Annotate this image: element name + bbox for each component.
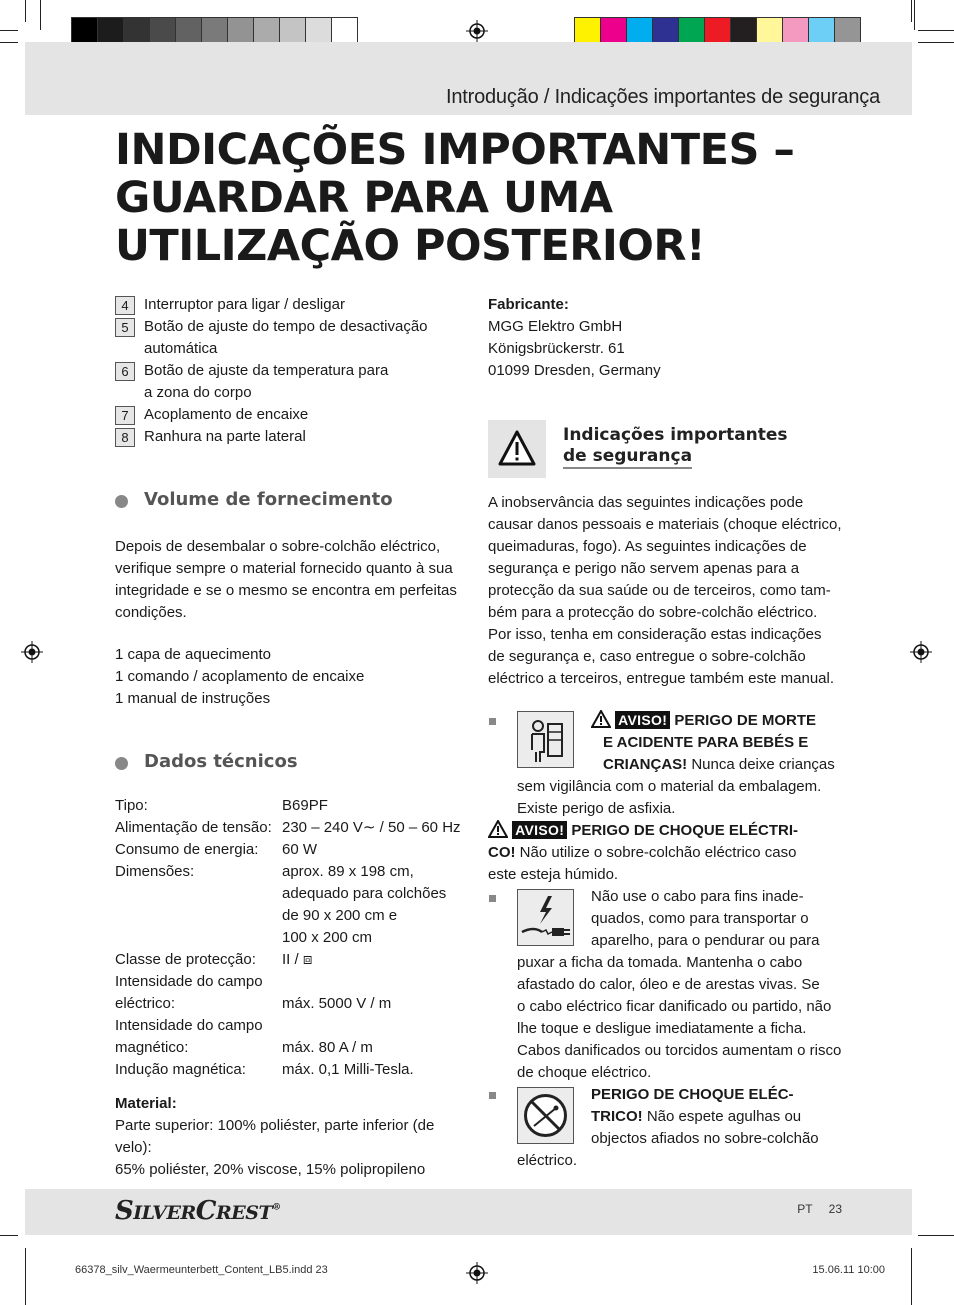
table-row: Indução magnética: máx. 0,1 Milli-Tesla. <box>115 1061 414 1078</box>
list-item: 8 Ranhura na parte lateral <box>115 426 470 448</box>
crop-mark <box>918 1235 954 1236</box>
section-heading-safety: Indicações importantes de segurança <box>563 425 788 469</box>
crop-mark <box>918 42 954 43</box>
registration-mark-icon <box>910 641 932 663</box>
aviso-badge: AVISO! <box>615 711 670 729</box>
page-number: PT 23 <box>797 1202 842 1216</box>
material-label: Material: <box>115 1095 177 1112</box>
registration-mark-icon <box>21 641 43 663</box>
list-item: 7 Acoplamento de encaixe <box>115 404 470 426</box>
silvercrest-logo: SILVERCREST® <box>115 1196 281 1226</box>
spec-table <box>115 795 461 1081</box>
aviso-badge: AVISO! <box>512 821 567 839</box>
warning-triangle-icon <box>488 820 508 838</box>
warning-needles: PERIGO DE CHOQUE ELÉC- TRICO! Não espete agulhas ou objectos afiados no sobre-colchão eléctrico. <box>517 1086 819 1169</box>
crop-mark <box>0 1235 18 1236</box>
manufacturer-label: Fabricante: <box>488 296 569 313</box>
scope-intro: Depois de desembalar o sobre-colchão eléctrico, verifique sempre o material fornecido quanto à sua integridade e se o mesmo se encontra em perfeitas condições. <box>115 538 457 621</box>
table-row: Consumo de energia: 60 W <box>115 841 318 858</box>
table-row: Intensidade do campo magnético: máx. 80 A / m <box>115 1017 373 1056</box>
table-row: Classe de protecção: II / ⧈ <box>115 951 313 968</box>
crop-mark <box>0 30 18 31</box>
table-row: Alimentação de tensão: 230 – 240 V∼ / 50 – 60 Hz <box>115 819 461 836</box>
running-header: Introdução / Indicações importantes de segurança <box>445 86 880 108</box>
page-title: INDICAÇÕES IMPORTANTES – GUARDAR PARA UMA UTILIZAÇÃO POSTERIOR! <box>115 125 795 271</box>
parts-list <box>115 294 470 448</box>
table-row: Dimensões: aprox. 89 x 198 cm, adequado para colchões de 90 x 200 cm e 100 x 200 cm <box>115 863 447 946</box>
safety-warning-icon <box>488 420 546 478</box>
table-row: Intensidade do campo eléctrico: máx. 5000 V / m <box>115 973 392 1012</box>
warning-child: AVISO! PERIGO DE MORTE E ACIDENTE PARA BEBÉS E CRIANÇAS! Nunca deixe crianças sem vigilância com o material da embalagem. Existe perigo de asfixia. <box>517 712 835 817</box>
manufacturer-address: MGG Elektro GmbH Königsbrückerstr. 61 01099 Dresden, Germany <box>488 318 661 379</box>
material-text: Parte superior: 100% poliéster, parte inferior (de velo): 65% poliéster, 20% viscose, 15% polipropileno <box>115 1117 435 1178</box>
table-row: Tipo: B69PF <box>115 797 328 814</box>
section-heading-tech: Dados técnicos <box>144 751 470 773</box>
scope-items: 1 capa de aquecimento 1 comando / acoplamento de encaixe 1 manual de instruções <box>115 646 365 707</box>
bullet <box>489 1092 496 1099</box>
section-heading-scope: Volume de fornecimento <box>144 489 470 511</box>
slug-filename: 66378_silv_Waermeunterbett_Content_LB5.indd 23 <box>75 1264 328 1276</box>
list-item: 4 Interruptor para ligar / desligar <box>115 294 470 316</box>
slug-date: 15.06.11 10:00 <box>812 1264 885 1276</box>
left-column <box>115 294 470 1181</box>
crop-mark <box>40 0 41 30</box>
warning-shock-wet: AVISO! PERIGO DE CHOQUE ELÉCTRI- CO! Não utilize o sobre-colchão eléctrico caso este esteja húmido. <box>488 822 799 883</box>
bullet <box>489 895 496 902</box>
list-item: 5 Botão de ajuste do tempo de desactivação automática <box>115 316 470 360</box>
registration-mark-icon <box>466 1262 488 1284</box>
crop-mark <box>918 30 954 31</box>
crop-mark <box>914 0 915 30</box>
crop-mark <box>25 1248 26 1305</box>
right-column <box>488 294 843 382</box>
registration-mark-icon <box>466 20 488 42</box>
crop-mark <box>911 1248 912 1305</box>
list-item: 6 Botão de ajuste da temperatura para a zona do corpo <box>115 360 470 404</box>
crop-mark <box>0 42 18 43</box>
safety-intro: A inobservância das seguintes indicações pode causar danos pessoais e materiais (choque eléctrico, queimaduras, fogo). As seguintes indicações de segurança e perigo não servem apenas para a protecção da sua saúde ou de terceiros, como tam- bém para a protecção do sobre-colchão eléctrico. Por isso, tenha em consideração estas indicações de segurança e, caso entregue o sobre-colchão eléctrico a terceiros, entregue também este manual. <box>488 494 842 687</box>
crop-mark <box>911 0 912 22</box>
warning-cable: Não use o cabo para fins inade- quados, como para transportar o aparelho, para o pendurar ou para puxar a ficha da tomada. Mantenha o cabo afastado do calor, óleo e de arestas vivas. Se o cabo eléctrico ficar danificado ou partido, não lhe toque e desligue imediatamente a ficha. Cabos danificados ou torcidos aumentam o risco de choque eléctrico. <box>517 888 842 1081</box>
bullet <box>489 718 496 725</box>
warning-triangle-icon <box>591 710 611 728</box>
crop-mark <box>25 0 26 22</box>
